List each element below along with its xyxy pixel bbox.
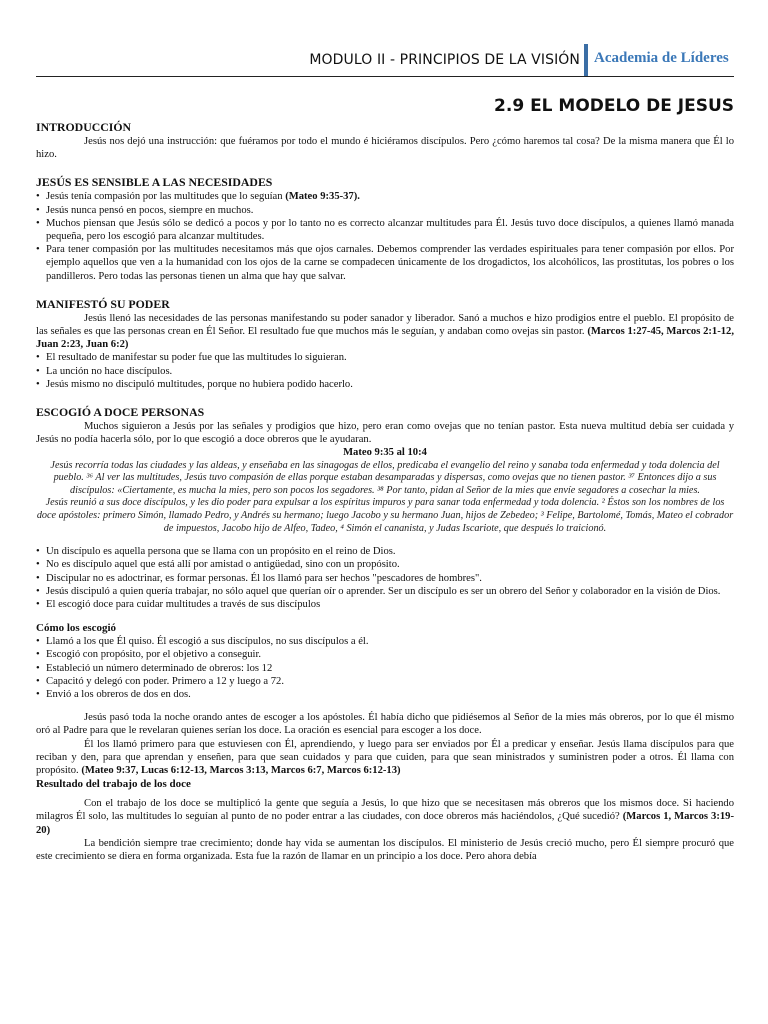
list-item: • Llamó a los que Él quiso. Él escogió a sus discípulos, no sus discípulos a él.	[36, 635, 734, 648]
list-item: • Escogió con propósito, por el objetivo a conseguir.	[36, 648, 734, 661]
scripture-reference: (Mateo 9:37, Lucas 6:12-13, Marcos 3:13, Marcos 6:7, Marcos 6:12-13)	[81, 765, 401, 777]
verse-quote-2: Jesús reunió a sus doce discípulos, y les dio poder para expulsar a los espíritus impuros y para sanar toda enfermedad y toda dolencia. ² Éstos son los nombres de los doce apóstoles: primero Simón, llamado Pedro, y Andrés su hermano; luego Jacobo y su hermano Juan, hijos de Zebedeo; ³ Felipe, Bartolomé, Tomás, Mateo el cobrador de impuestos, Jacobo hijo de Alfeo, Tadeo, ⁴ Simón el cananista, y Judas Iscariote, que después lo traicionó.	[36, 497, 734, 534]
scripture-reference: (Marcos 1:27-45, Marcos 2:1-12, Juan 2:23, Juan 6:2)	[36, 326, 734, 351]
list-item: • Jesús discipuló a quien quería trabajar, no sólo aquel que querían oír o aprender. Ser un discípulo es ser un obrero del Señor y colaborador en la visión de Dios.	[36, 585, 734, 598]
header-divider	[584, 44, 588, 76]
escogio-heading: ESCOGIÓ A DOCE PERSONAS	[36, 405, 205, 420]
manifesto-paragraph: Jesús llenó las necesidades de las personas manifestando su poder sanador y liberador. Sanó a muchos e hizo prodigios entre el pueblo. El propósito de las señales es que las personas crean en Él Señor. El resultado fue que muchos más le seguían, y andaban como ovejas sin pastor. (Marcos 1:27-45, Marcos 2:1-12, Juan 2:23, Juan 6:2)	[36, 312, 734, 351]
page-header	[0, 0, 768, 80]
header-rule	[36, 76, 734, 77]
resultado-paragraph-2: La bendición siempre trae crecimiento; donde hay vida se aumentan los discípulos. El ministerio de Jesús creció mucho, pero Él siempre procuró que este crecimiento se diera en forma organizada. Esta fue la razón de llamar en un principio a los doce. Pero ahora debía	[36, 837, 734, 863]
document-body	[36, 120, 734, 863]
list-item: • Para tener compasión por las multitudes necesitamos más que ojos carnales. Debemos comprender las verdades espirituales para tener compasión por ellos. Por ejemplo aquellos que ven a la humanidad con los ojos de la carne se compadecen únicamente de los drogadictos, los alcohólicos, las prostitutas, los pobres o los pandilleros. Pero todas las personas tienen un alma que hay que salvar.	[36, 243, 734, 283]
list-item: • Estableció un número determinado de obreros: los 12	[36, 662, 734, 675]
list-item: • La unción no hace discípulos.	[36, 365, 734, 378]
intro-heading: INTRODUCCIÓN	[36, 120, 132, 134]
list-item: • El escogió doce para cuidar multitudes a través de sus discípulos	[36, 598, 734, 611]
como-heading: Cómo los escogió	[36, 622, 117, 635]
list-item: • Jesús tenía compasión por las multitudes que lo seguían (Mateo 9:35-37).	[36, 190, 734, 203]
manifesto-heading: MANIFESTÓ SU PODER	[36, 296, 170, 311]
list-item: • Muchos piensan que Jesús sólo se dedicó a pocos y por lo tanto no es correcto alcanzar multitudes para Él. Jesús tuvo doce discípulos, a quienes llamó manada pequeña, pero los escogió para alcanzar multitudes.	[36, 217, 734, 243]
list-item: • Envió a los obreros de dos en dos.	[36, 688, 734, 701]
resultado-heading: Resultado del trabajo de los doce	[36, 778, 191, 791]
scripture-reference: (Marcos 1, Marcos 3:19-20)	[36, 811, 734, 836]
manifesto-list	[36, 351, 734, 391]
sensible-list	[36, 190, 734, 282]
verse-quote-1: Jesús recorría todas las ciudades y las aldeas, y enseñaba en las sinagogas de ellos, predicaba el evangelio del reino y sanaba toda enfermedad y toda dolencia del pueblo. ³⁶ Al ver las multitudes, Jesús tuvo compasión de ellas porque estaban desamparadas y dispersas, como ovejas que no tienen pastor. ³⁷ Entonces dijo a sus discípulos: «Ciertamente, es mucha la mies, pero son pocos los segadores. ³⁸ Por tanto, pidan al Señor de la mies que envíe segadores a cosechar la mies.	[50, 459, 720, 496]
escogio-paragraph: Muchos siguieron a Jesús por las señales y prodigios que hizo, pero eran como ovejas que no tenían pastor. Esta nueva multitud debía ser cuidada y Jesús no podía hacerla sólo, por lo que escogió a doce obreros que le ayudaran.	[36, 421, 734, 446]
como-paragraph-2: Él los llamó primero para que estuviesen con Él, aprendiendo, y luego para ser enviados por Él a predicar y enseñar. Jesús llama discípulos para que reciban y den, para que aprendan y enseñen, para que sean cuidados y para que cuiden, para que sean ministrados y suministren poder a otros. Él llama con propósito. (Mateo 9:37, Lucas 6:12-13, Marcos 3:13, Marcos 6:7, Marcos 6:12-13)	[36, 738, 734, 777]
verse-reference: Mateo 9:35 al 10:4	[343, 447, 427, 459]
academy-name: Academia de Líderes	[594, 50, 729, 66]
sensible-heading: JESÚS ES SENSIBLE A LAS NECESIDADES	[36, 175, 273, 190]
intro-paragraph: Jesús nos dejó una instrucción: que fuéramos por todo el mundo é hiciéramos discípulos. Pero ¿cómo haremos tal cosa? De la misma manera que Él lo hizo.	[36, 136, 734, 161]
module-title: MODULO II - PRINCIPIOS DE LA VISIÓN	[309, 52, 580, 68]
list-item: • Un discípulo es aquella persona que se llama con un propósito en el reino de Dios.	[36, 545, 734, 558]
list-item: • Jesús mismo no discipuló multitudes, porque no hubiera podido hacerlo.	[36, 378, 734, 391]
list-item: • No es discípulo aquel que está allí por amistad o antigüedad, sino con un propósito.	[36, 558, 734, 571]
resultado-paragraph-1: Con el trabajo de los doce se multiplicó la gente que seguía a Jesús, lo que hizo que se necesitasen más obreros que los mismos doce. Si haciendo milagros Él solo, las multitudes lo seguían al punto de no poder entrar a las ciudades, con doce obreros más haciéndolos, ¿Qué sucedió? (Marcos 1, Marcos 3:19-20)	[36, 798, 734, 836]
como-list	[36, 635, 734, 701]
list-item: • El resultado de manifestar su poder fue que las multitudes lo siguieran.	[36, 351, 734, 364]
list-item: • Discipular no es adoctrinar, es formar personas. Él los llamó para ser hechos "pescadores de hombres".	[36, 572, 734, 585]
como-paragraph-1: Jesús pasó toda la noche orando antes de escoger a los apóstoles. Él había dicho que pidiésemos al Señor de la mies más obreros, por lo que él mismo oró al Padre para que le revelaran quienes serían los doce. La oración es esencial para escoger a los doce.	[36, 712, 734, 737]
list-item: • Capacitó y delegó con poder. Primero a 12 y luego a 72.	[36, 675, 734, 688]
list-item: • Jesús nunca pensó en pocos, siempre en muchos.	[36, 204, 734, 217]
page-title: 2.9 EL MODELO DE JESUS	[494, 96, 734, 116]
escogio-list	[36, 545, 734, 611]
